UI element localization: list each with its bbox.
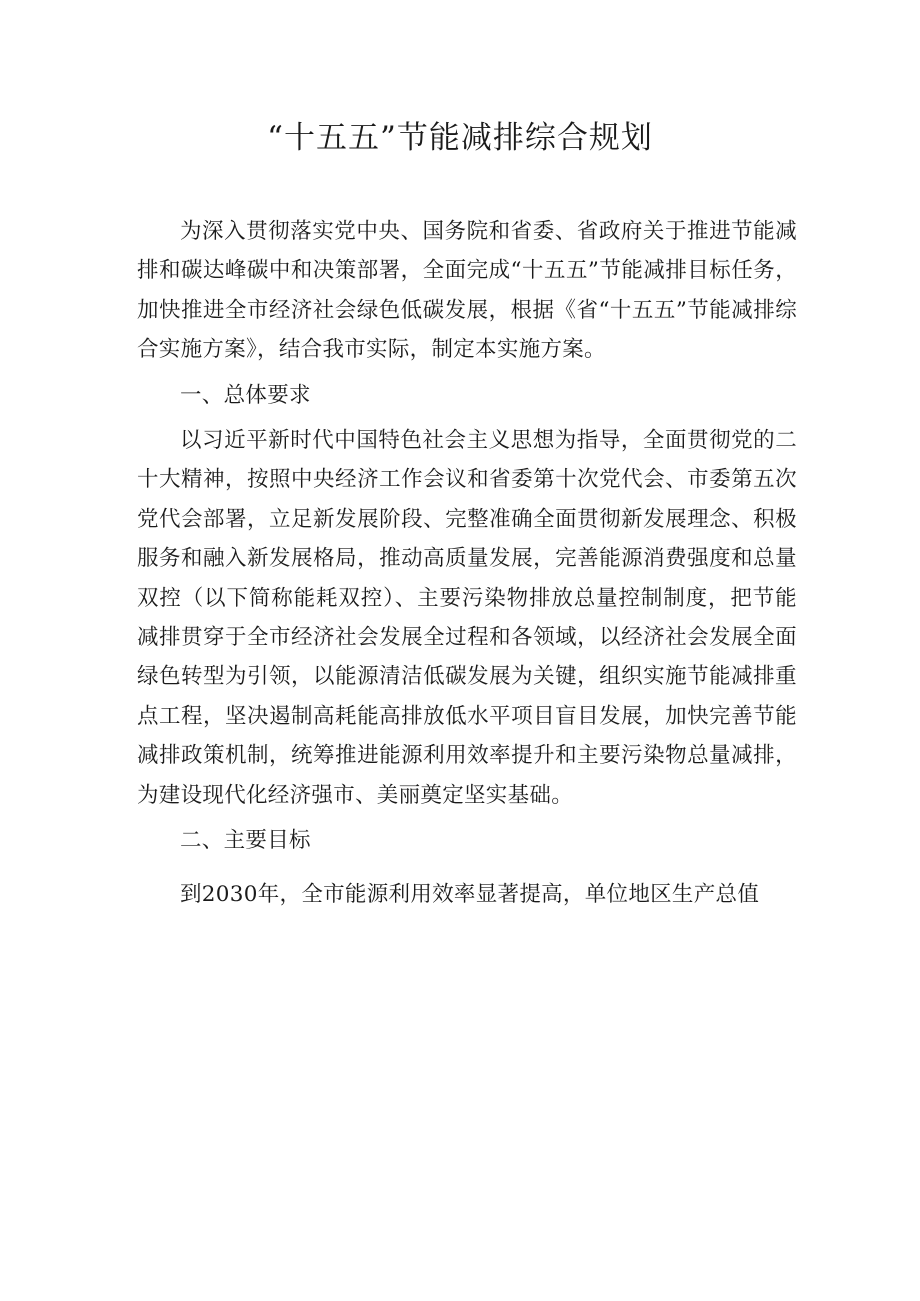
- intro-paragraph: 为深入贯彻落实党中央、国务院和省委、省政府关于推进节能减排和碳达峰碳中和决策部署，全面完成“十五五”节能减排目标任务，加快推进全市经济社会绿色低碳发展，根据《省“十五五”节能减排综合实施方案》，结合我市实际，制定本实施方案。: [137, 219, 797, 363]
- section-heading-main-goals: 二、主要目标: [180, 828, 311, 854]
- document-title: “十五五”节能减排综合规划: [267, 120, 653, 156]
- section-heading-general-requirements: 一、总体要求: [180, 382, 311, 408]
- document-body: [137, 212, 797, 914]
- general-requirements-paragraph: 以习近平新时代中国特色社会主义思想为指导，全面贯彻党的二十大精神，按照中央经济工作会议和省委第十次党代会、市委第五次党代会部署，立足新发展阶段、完整准确全面贯彻新发展理念、积极服务和融入新发展格局，推动高质量发展，完善能源消费强度和总量双控（以下简称能耗双控）、主要污染物排放总量控制制度，把节能减排贯穿于全市经济社会发展全过程和各领域，以经济社会发展全面绿色转型为引领，以能源清洁低碳发展为关键，组织实施节能减排重点工程，坚决遏制高耗能高排放低水平项目盲目发展，加快完善节能减排政策机制，统筹推进能源利用效率提升和主要污染物总量减排，为建设现代化经济强市、美丽奠定坚实基础。: [137, 428, 797, 808]
- main-goals-paragraph: 到2030年，全市能源利用效率显著提高，单位地区生产总值: [180, 881, 760, 907]
